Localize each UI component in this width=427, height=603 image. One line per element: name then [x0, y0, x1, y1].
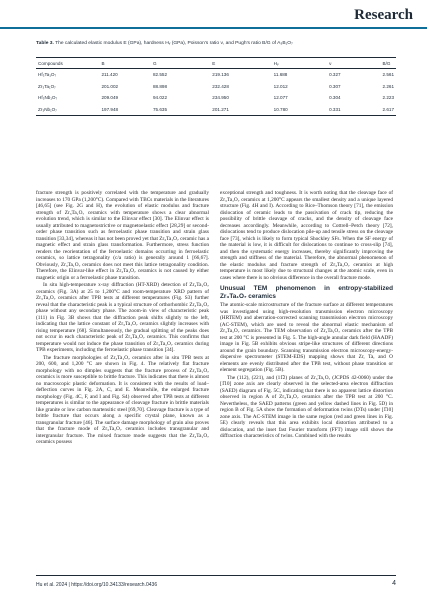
table-cell: Zr₃Ta₁O₇: [38, 83, 56, 89]
journal-title: Research: [354, 7, 413, 23]
table-caption-text: The calculated elastic modulus E (GPa), hardness Hᵥ (GPa), Poisson's ratio ν, and Pugh's ratio B/G of A₃B₁O₇: [55, 41, 293, 46]
table-cell: 0.304: [329, 95, 341, 101]
left-text-column: [36, 190, 209, 447]
table-row: [36, 81, 396, 93]
table-header-cell: Hᵥ: [272, 58, 327, 69]
table-cell: 2.561: [382, 72, 394, 78]
table-row: [36, 104, 396, 116]
body-paragraph: The fracture morphologies of Zr₃Ta₁O₇ ceramics after in situ TPB tests at 200, 600, and 1,200 °C are shown in Fig. 4. The relatively flat fracture morphology with no dimples suggests that the fracture process of Zr₃Ta₁O₇ ceramics is more susceptible to brittle fracture. This indicates that there is almost no macroscopic plastic deformation. It is consistent with the results of load–deflection curves in Fig. 2A, C, and E. Meanwhile, the enlarged fracture morphology (Fig. 4C, F, and I and Fig. S4) observed after TPB tests at different temperatures is similar to the appearance of cleavage fracture in brittle materials like granite or low carbon martensitic steel [69,70]. Cleavage fracture is a type of brittle fracture that occurs along a specific crystal plane, known as a transgranular fracture [46]. The surface damage morphology of grain also proves that the fracture mode of Zr₃Ta₁O₇ ceramics includes transgranular and intergranular fracture. The mixed fracture mode suggests that the Zr₃Ta₁O₇ ceramics possess: [36, 354, 209, 445]
body-paragraph: The (112), (221), and (11̅2) planes of Zr₃Ta₁O₇ (JCPDS 42-0060) under the [1̅10] zone axis are clearly observed in the selected-area electron diffraction (SAED) diagram of Fig. 5C, indicating that there is no apparent lattice distortion observed in region A of Zr₃Ta₁O₇ ceramics after the TPB test at 200 °C. Nevertheless, the SAED patterns (green and yellow dashed lines in Fig. 5D) in region B of Fig. 5A show the formation of deformation twins (DTs) under [1̅10] zone axis. The AC-STEM image in the same region (red and green lines in Fig. 5E) clearly reveals that this area exhibits local distortion attributed to a dislocation, and the inset fast Fourier transform (FFT) image still shows the diffraction characteristics of twins. Combined with the results: [220, 374, 393, 439]
table-header-cell: G: [151, 58, 210, 69]
body-paragraph: In situ high-temperature x-ray diffraction (HT-XRD) detection of Zr₃Ta₁O₇ ceramics (Fig. 3A) at 25 to 1,200°C and room-temperature XRD pattern of Zr₃Ta₁O₇ ceramics after TPB tests at different temperatures (Fig. S3) further reveal that the characteristic peak is a typical structure of orthorhombic Zr₃Ta₁O₇ phase without any secondary phase. The zoom-in view of characteristic peak (111) in Fig. 3B shows that the diffraction peak shifts slightly to the left, indicating that the lattice constant of Zr₃Ta₁O₇ ceramics slightly increases with rising temperature [68]. Simultaneously, the gradual splitting of the peaks does not occur in each characteristic peak of Zr₃Ta₁O₇ ceramics. This confirms that temperature would not induce the phase transition of Zr₃Ta₁O₇ ceramics during TPB experiments, including the ferroelastic phase transition [34].: [36, 282, 209, 353]
table-caption-label: Table 3.: [36, 41, 54, 46]
table-cell: 201.271: [210, 104, 271, 116]
table-cell: 12.077: [273, 95, 288, 101]
table-cell: 94.022: [152, 95, 168, 101]
table-cell: 0.331: [327, 104, 380, 116]
table-header-cell: Compounds: [36, 58, 99, 69]
table-row: [36, 92, 396, 104]
table-cell: 75.635: [151, 104, 210, 116]
page-number: 4: [392, 580, 396, 587]
body-paragraph: The atomic-scale microstructure of the fracture surface at different temperatures was investigated using high-resolution transmission electron microscopy (HRTEM) and aberration-corrected scanning transmission electron microscopy (AC-STEM), which are used to reveal the abnormal elastic mechanism of Zr₃Ta₁O₇ ceramics. The TEM observation of Zr₃Ta₁O₇ ceramics after the TPB test at 200 °C is presented in Fig. 5. The high-angle annular dark field (HAADF) image in Fig. 5B exhibits obvious stripe-like structures of different directions around the grain boundary. Scanning transmission electron microscopy-energy-dispersive spectrometer (STEM-EDS) mapping shows that Zr, Ta, and O elements are evenly distributed after the TPB test, without phase transition or element segregation (Fig. 5B).: [220, 302, 393, 373]
table-cell: 12.012: [273, 83, 288, 89]
table-header-cell: ν: [327, 58, 380, 69]
body-paragraph: exceptional strength and toughness. It is worth noting that the cleavage face of Zr₃Ta₁O₇ ceramics at 1,200°C appears the smallest density and a unique layered structure (Fig. 4H and I). According to Rice–Thomson theory [71], the emission dislocation of ceramic leads to the passivation of crack tip, reducing the possibility of brittle cleavage of cracks, and the density of cleavage face decreases accordingly. Meanwhile, according to Cottrell–Petch theory [72], dislocations tend to produce dislocation pile-up and tensile stress on the cleavage face [73], which is likely to form typical Shockley SFs. When the SF energy of the material is low, it is difficult for dislocations to continue to cross-slip [74], and then the systematic energy increases, thereby significantly improving the strength and stiffness of the material. Therefore, the abnormal phenomenon of the elastic modulus and fracture strength of Zr₃Ta₁O₇ ceramics at high temperature is most likely due to structural changes at the atomic scale, even in cases where there is no obvious difference in the overall fracture mode.: [220, 190, 393, 281]
table-cell: 11.688: [273, 72, 288, 78]
header-rule: [0, 27, 427, 29]
table-cell: 197.948: [99, 104, 151, 116]
table-row: [36, 69, 396, 81]
footer-citation: Hu et al. 2024 | https://doi.org/10.34133/research.0436: [36, 582, 158, 588]
table-caption: [36, 41, 396, 47]
table-cell: Hf₃Ta₁O₇: [38, 72, 57, 78]
table-cell: 219.136: [212, 72, 229, 78]
table-cell: 2.223: [382, 95, 394, 101]
table-cell: 234.950: [212, 95, 229, 101]
table-header-cell: B/G: [381, 58, 397, 69]
table-cell: Zr₃Nb₁O₇: [36, 104, 99, 116]
section-heading: Unusual TEM phenomenon in entropy-stabilized Zr₃Ta₁O₇ ceramics: [220, 285, 393, 300]
table-header-cell: E: [210, 58, 271, 69]
table-cell: 82.552: [152, 72, 168, 78]
table-cell: 209.049: [101, 95, 119, 101]
table-cell: 2.261: [382, 83, 394, 89]
table-header-row: [36, 58, 396, 69]
footer-rule: [36, 575, 396, 576]
table-cell: 2.617: [381, 104, 397, 116]
table-cell: 201.002: [101, 83, 119, 89]
table-cell: 0.307: [329, 83, 341, 89]
table-cell: 232.428: [212, 83, 229, 89]
table-cell: 10.780: [272, 104, 327, 116]
table-cell: 0.327: [329, 72, 341, 78]
table-cell: 88.898: [152, 83, 168, 89]
properties-table: [36, 57, 396, 116]
table-cell: 211.420: [101, 72, 118, 78]
body-paragraph: fracture strength is positively correlated with the temperature and gradually increases to 170 GPa (1,200°C). Compared with TBCs materials in the literatures [46,65] (see Fig. 2G and H), the evolution of elastic modulus and fracture strength of Zr₃Ta₁O₇ ceramics with temperature shows a clear abnormal evolution trend, which is similar to the Elinvar effect [30]. The Elinvar effect is usually attributed to magnetostrictive or magnetoelastic effect [28,29] or second-order phase transition such as ferroelastic phase transition and strain glass transition [33,34], whereas it has not been proved yet that Zr₃Ta₁O₇ ceramic has a magnetic effect and strain glass transformation. Furthermore, stress function renders the reorientation of the ferroelastic domains occurring in ferroelastic ceramics, so lattice tetragonality (c/a ratio) is generally around 1 [66,67]. Obviously, Zr₃Ta₁O₇ ceramics does not meet this lattice tetragonality condition. Therefore, the Elinvar-like effect in Zr₃Ta₁O₇ ceramics is not caused by either magnetic origin or a ferroelastic phase transition.: [36, 190, 209, 281]
table-cell: Hf₃Nb₁O₇: [38, 95, 58, 101]
right-text-column: [220, 190, 393, 441]
table-header-cell: B: [99, 58, 151, 69]
